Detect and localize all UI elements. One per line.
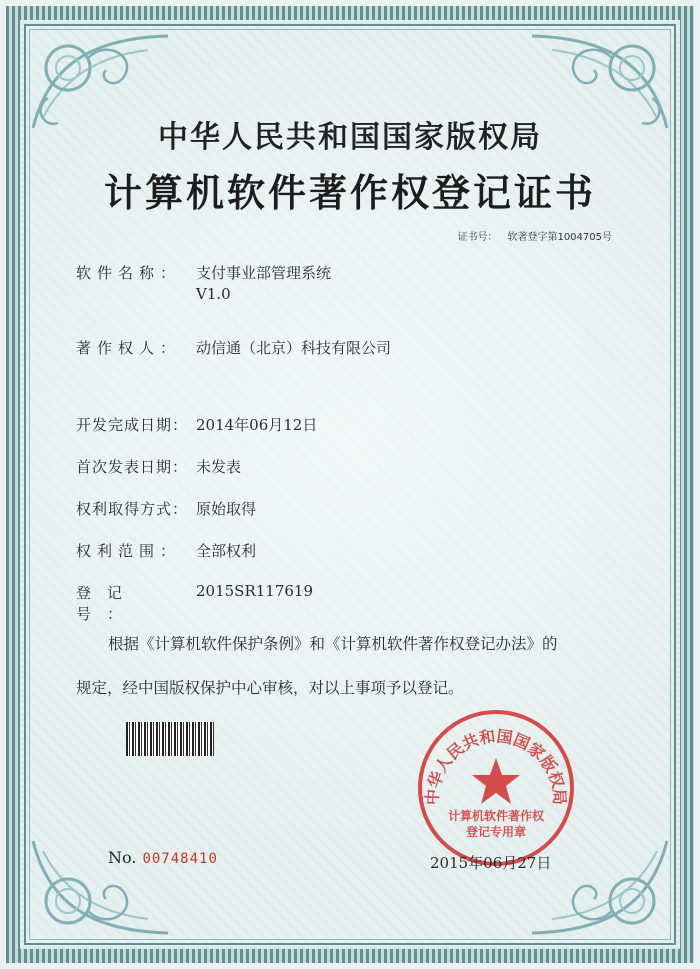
certificate-number: [447, 228, 612, 243]
software-name-row: [76, 262, 331, 303]
owner-row: [76, 337, 391, 358]
seal-inner-line1: 计算机软件著作权: [447, 809, 545, 823]
software-name-label: 软件名称：: [76, 264, 182, 282]
first-publish-label: 首次发表日期：: [76, 458, 189, 476]
first-publish-row: [76, 456, 241, 477]
seal-inner-line2: 登记专用章: [465, 825, 527, 839]
acquisition-label: 权利取得方式：: [76, 500, 189, 518]
completion-date-value: 2014年06月12日: [196, 416, 318, 434]
serial-number: [108, 848, 218, 867]
software-name-value-group: [196, 262, 331, 303]
statement-line-2: 规定，经中国版权保护中心审核，对以上事项予以登记。: [76, 679, 464, 697]
issue-date: 2015年06月27日: [430, 854, 552, 872]
official-seal-icon: [416, 708, 576, 868]
barcode-icon: [126, 722, 214, 756]
cert-no-value: 软著登字第1004705号: [507, 232, 612, 243]
software-version: V1.0: [196, 285, 231, 303]
scope-label: 权利范围：: [76, 542, 182, 560]
serial-label: No.: [108, 848, 137, 867]
serial-value: 00748410: [142, 851, 218, 867]
owner-value: 动信通（北京）科技有限公司: [196, 339, 392, 357]
scope-value: 全部权利: [196, 542, 257, 560]
owner-label: 著作权人：: [76, 339, 182, 357]
reg-no-label: 登记号：: [76, 584, 139, 623]
first-publish-value: 未发表: [196, 458, 242, 476]
scope-row: [76, 540, 256, 561]
completion-date-label: 开发完成日期：: [76, 416, 189, 434]
seal-ring-text: 中华人民共和国国家版权局: [422, 726, 570, 806]
software-name-value: 支付事业部管理系统: [196, 264, 332, 282]
acquisition-value: 原始取得: [196, 500, 257, 518]
reg-no-value: 2015SR117619: [196, 582, 314, 600]
reg-no-row: [76, 582, 313, 624]
cert-no-label: 证书号：: [457, 232, 498, 243]
completion-date-row: [76, 414, 317, 435]
issuer-title: 中华人民共和国国家版权局: [158, 120, 542, 155]
acquisition-row: [76, 498, 256, 519]
seal-star-icon: [472, 758, 520, 804]
statement-line-1: 根据《计算机软件保护条例》和《计算机软件著作权登记办法》的: [108, 635, 558, 653]
registration-statement: [76, 622, 636, 710]
certificate-title: 计算机软件著作权登记证书: [103, 170, 596, 215]
